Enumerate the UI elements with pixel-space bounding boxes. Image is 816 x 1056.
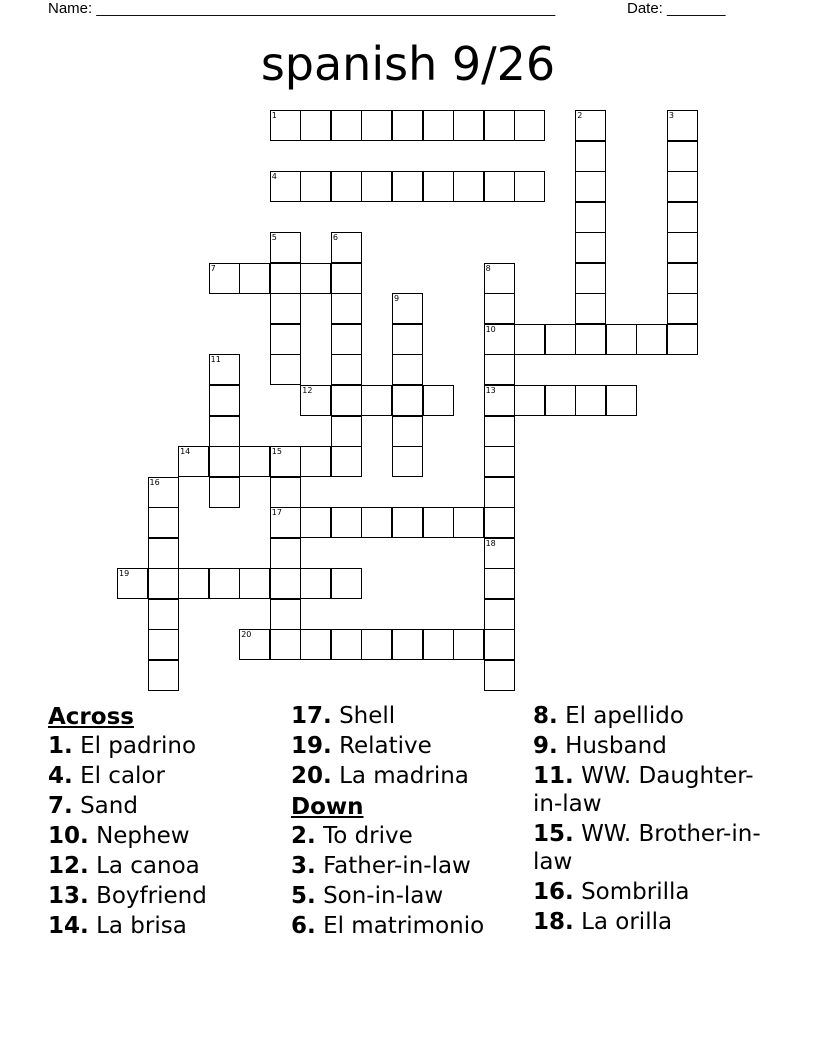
grid-cell[interactable] <box>331 232 362 263</box>
grid-cell[interactable] <box>239 629 270 660</box>
clue-text: WW. Daughter-in-law <box>533 763 754 817</box>
grid-cell[interactable] <box>300 446 331 477</box>
grid-cell[interactable] <box>300 568 331 599</box>
grid-cell[interactable] <box>361 385 392 416</box>
grid-cell[interactable] <box>178 446 209 477</box>
cell-number: 1 <box>271 111 277 120</box>
grid-cell[interactable] <box>575 141 606 172</box>
grid-cell[interactable] <box>423 629 454 660</box>
grid-cell[interactable] <box>209 568 240 599</box>
grid-cell[interactable] <box>514 171 545 202</box>
grid-cell[interactable] <box>392 324 423 355</box>
grid-cell[interactable] <box>331 629 362 660</box>
grid-cell[interactable] <box>300 629 331 660</box>
grid-cell[interactable] <box>484 110 515 141</box>
grid-cell[interactable] <box>667 324 698 355</box>
grid-cell[interactable] <box>209 416 240 447</box>
clue-number: 8. <box>533 703 558 729</box>
clue-number: 10. <box>48 823 89 849</box>
grid-cell[interactable] <box>148 568 179 599</box>
cell-number: 18 <box>485 538 496 548</box>
name-field[interactable]: Name: _______________________________________________________ <box>48 0 556 17</box>
cell-number: 20 <box>241 630 252 640</box>
clue-text: Father-in-law <box>323 853 471 879</box>
clue-number: 12. <box>48 853 89 879</box>
grid-cell[interactable] <box>148 507 179 538</box>
grid-cell[interactable] <box>270 171 301 202</box>
cell-number: 9 <box>393 294 400 304</box>
clue-column-3 <box>533 702 773 938</box>
clue-text: La madrina <box>339 763 469 789</box>
clue-number: 20. <box>291 763 332 789</box>
grid-cell[interactable] <box>270 263 301 294</box>
grid-cell[interactable] <box>270 110 301 141</box>
clue-number: 6. <box>291 913 316 939</box>
cell-number: 11 <box>210 355 221 365</box>
grid-cell[interactable] <box>209 477 240 508</box>
clue-text: El calor <box>80 763 165 789</box>
clue-number: 7. <box>48 793 73 819</box>
grid-cell[interactable] <box>514 324 545 355</box>
grid-cell[interactable] <box>331 568 362 599</box>
grid-cell[interactable] <box>392 416 423 447</box>
clue-text: Nephew <box>96 823 190 849</box>
grid-cell[interactable] <box>484 354 515 385</box>
grid-cell[interactable] <box>300 110 331 141</box>
clue-item <box>48 762 298 790</box>
grid-cell[interactable] <box>270 446 301 477</box>
grid-cell[interactable] <box>270 354 301 385</box>
clue-text: Shell <box>339 703 396 729</box>
grid-cell[interactable] <box>270 232 301 263</box>
grid-cell[interactable] <box>606 324 637 355</box>
grid-cell[interactable] <box>575 202 606 233</box>
grid-cell[interactable] <box>484 477 515 508</box>
grid-cell[interactable] <box>575 293 606 324</box>
clue-number: 2. <box>291 823 316 849</box>
cell-number: 12 <box>302 385 313 395</box>
clue-item <box>291 882 541 910</box>
clue-number: 9. <box>533 733 558 759</box>
grid-cell[interactable] <box>484 660 515 691</box>
grid-cell[interactable] <box>392 507 423 538</box>
grid-cell[interactable] <box>270 568 301 599</box>
grid-cell[interactable] <box>270 293 301 324</box>
grid-cell[interactable] <box>178 568 209 599</box>
clue-item <box>48 732 298 760</box>
clue-item <box>48 852 298 880</box>
grid-cell[interactable] <box>484 446 515 477</box>
grid-cell[interactable] <box>148 629 179 660</box>
grid-cell[interactable] <box>667 232 698 263</box>
grid-cell[interactable] <box>148 599 179 630</box>
clue-number: 15. <box>533 821 574 847</box>
grid-cell[interactable] <box>361 110 392 141</box>
clue-number: 19. <box>291 733 332 759</box>
grid-cell[interactable] <box>331 446 362 477</box>
cell-number: 15 <box>271 447 282 457</box>
grid-cell[interactable] <box>575 232 606 263</box>
clue-column-2 <box>291 702 541 942</box>
grid-cell[interactable] <box>514 385 545 416</box>
grid-cell[interactable] <box>667 293 698 324</box>
cell-number: 19 <box>119 569 130 579</box>
grid-cell[interactable] <box>636 324 667 355</box>
clue-item <box>291 822 541 850</box>
clue-number: 17. <box>291 703 332 729</box>
grid-cell[interactable] <box>392 385 423 416</box>
grid-cell[interactable] <box>209 263 240 294</box>
date-field[interactable]: Date: _______ <box>627 0 726 17</box>
grid-cell[interactable] <box>270 507 301 538</box>
grid-cell[interactable] <box>484 538 515 569</box>
clue-item <box>291 702 541 730</box>
cell-number: 14 <box>180 447 191 457</box>
grid-cell[interactable] <box>300 507 331 538</box>
cell-number: 17 <box>271 508 282 518</box>
clue-number: 4. <box>48 763 73 789</box>
clue-item <box>48 912 298 940</box>
grid-cell[interactable] <box>239 446 270 477</box>
clue-item <box>533 732 773 760</box>
clue-heading: Across <box>48 704 134 730</box>
clue-item <box>291 912 541 940</box>
clue-item <box>533 762 773 818</box>
grid-cell[interactable] <box>392 171 423 202</box>
grid-cell[interactable] <box>484 385 515 416</box>
grid-cell[interactable] <box>331 385 362 416</box>
clue-text: WW. Brother-in-law <box>533 821 761 875</box>
grid-cell[interactable] <box>484 629 515 660</box>
grid-cell[interactable] <box>545 385 576 416</box>
clue-text: La canoa <box>96 853 200 879</box>
grid-cell[interactable] <box>270 538 301 569</box>
clue-item <box>291 762 541 790</box>
grid-cell[interactable] <box>300 385 331 416</box>
clue-text: Son-in-law <box>323 883 444 909</box>
grid-cell[interactable] <box>606 385 637 416</box>
grid-cell[interactable] <box>667 110 698 141</box>
grid-cell[interactable] <box>423 385 454 416</box>
clue-number: 1. <box>48 733 73 759</box>
grid-cell[interactable] <box>331 324 362 355</box>
grid-cell[interactable] <box>575 263 606 294</box>
clue-number: 14. <box>48 913 89 939</box>
grid-cell[interactable] <box>117 568 148 599</box>
grid-cell[interactable] <box>484 324 515 355</box>
grid-cell[interactable] <box>514 110 545 141</box>
grid-cell[interactable] <box>392 446 423 477</box>
grid-cell[interactable] <box>331 293 362 324</box>
grid-cell[interactable] <box>361 507 392 538</box>
cell-number: 7 <box>210 263 216 273</box>
grid-cell[interactable] <box>331 354 362 385</box>
grid-cell[interactable] <box>453 171 484 202</box>
clue-text: La orilla <box>581 909 673 935</box>
grid-cell[interactable] <box>575 324 606 355</box>
page-title: spanish 9/26 <box>260 37 556 91</box>
clue-number: 13. <box>48 883 89 909</box>
grid-cell[interactable] <box>209 446 240 477</box>
cell-number: 2 <box>577 111 583 120</box>
grid-cell[interactable] <box>331 416 362 447</box>
grid-cell[interactable] <box>575 110 606 141</box>
grid-cell[interactable] <box>300 171 331 202</box>
clue-item <box>533 908 773 936</box>
grid-cell[interactable] <box>209 385 240 416</box>
clue-item <box>48 882 298 910</box>
grid-cell[interactable] <box>331 263 362 294</box>
grid-cell[interactable] <box>453 629 484 660</box>
clue-text: El matrimonio <box>323 913 485 939</box>
grid-cell[interactable] <box>331 171 362 202</box>
clue-number: 11. <box>533 763 574 789</box>
clue-number: 3. <box>291 853 316 879</box>
grid-cell[interactable] <box>209 354 240 385</box>
grid-cell[interactable] <box>545 324 576 355</box>
clue-text: La brisa <box>96 913 187 939</box>
cell-number: 10 <box>485 324 496 334</box>
grid-cell[interactable] <box>270 324 301 355</box>
grid-cell[interactable] <box>331 110 362 141</box>
clue-item <box>48 792 298 820</box>
grid-cell[interactable] <box>148 660 179 691</box>
grid-cell[interactable] <box>239 568 270 599</box>
grid-cell[interactable] <box>331 507 362 538</box>
grid-cell[interactable] <box>484 507 515 538</box>
grid-cell[interactable] <box>239 263 270 294</box>
clue-text: Husband <box>565 733 667 759</box>
cell-number: 13 <box>485 385 496 395</box>
grid-cell[interactable] <box>575 171 606 202</box>
clue-item <box>48 822 298 850</box>
grid-cell[interactable] <box>667 171 698 202</box>
grid-cell[interactable] <box>392 110 423 141</box>
grid-cell[interactable] <box>270 599 301 630</box>
grid-cell[interactable] <box>484 568 515 599</box>
grid-cell[interactable] <box>484 599 515 630</box>
grid-cell[interactable] <box>392 354 423 385</box>
grid-cell[interactable] <box>423 171 454 202</box>
clue-heading: Down <box>291 794 364 820</box>
clue-text: El apellido <box>565 703 684 729</box>
clue-item <box>291 852 541 880</box>
clue-column-1 <box>48 702 298 942</box>
cell-number: 16 <box>149 477 160 487</box>
grid-cell[interactable] <box>575 385 606 416</box>
clue-text: Relative <box>339 733 432 759</box>
grid-cell[interactable] <box>484 263 515 294</box>
grid-cell[interactable] <box>667 202 698 233</box>
cell-number: 4 <box>271 172 277 182</box>
grid-cell[interactable] <box>667 141 698 172</box>
grid-cell[interactable] <box>423 110 454 141</box>
grid-cell[interactable] <box>667 263 698 294</box>
cell-number: 8 <box>485 263 491 273</box>
grid-cell[interactable] <box>361 629 392 660</box>
clue-text: Boyfriend <box>96 883 207 909</box>
grid-cell[interactable] <box>148 477 179 508</box>
clue-item <box>533 878 773 906</box>
grid-cell[interactable] <box>423 507 454 538</box>
clue-number: 5. <box>291 883 316 909</box>
grid-cell[interactable] <box>148 538 179 569</box>
grid-cell[interactable] <box>361 171 392 202</box>
grid-cell[interactable] <box>484 416 515 447</box>
cell-number: 6 <box>332 233 338 243</box>
clue-number: 18. <box>533 909 574 935</box>
clue-text: To drive <box>323 823 413 849</box>
clue-text: El padrino <box>80 733 197 759</box>
clue-item <box>533 820 773 876</box>
grid-cell[interactable] <box>392 629 423 660</box>
grid-cell[interactable] <box>453 110 484 141</box>
clue-text: Sombrilla <box>581 879 690 905</box>
grid-cell[interactable] <box>392 293 423 324</box>
grid-cell[interactable] <box>484 293 515 324</box>
clue-number: 16. <box>533 879 574 905</box>
clue-text: Sand <box>80 793 138 819</box>
clue-item <box>533 702 773 730</box>
grid-cell[interactable] <box>484 171 515 202</box>
cell-number: 3 <box>668 111 674 120</box>
cell-number: 5 <box>271 233 277 243</box>
grid-cell[interactable] <box>300 263 331 294</box>
grid-cell[interactable] <box>453 507 484 538</box>
grid-cell[interactable] <box>270 629 301 660</box>
grid-cell[interactable] <box>270 477 301 508</box>
clue-item <box>291 732 541 760</box>
